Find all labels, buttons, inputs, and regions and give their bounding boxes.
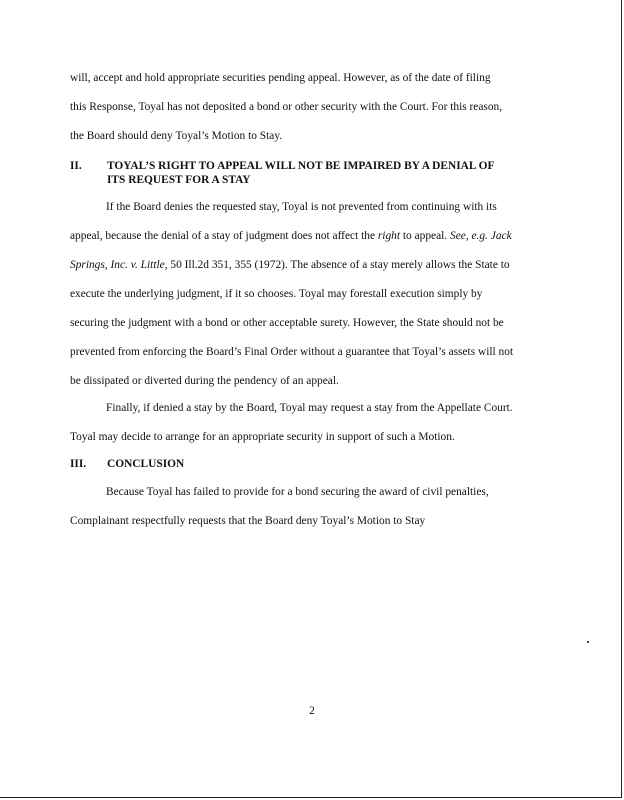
section-number: III. [70, 458, 87, 470]
paragraph-line: Toyal may decide to arrange for an appropriate security in support of such a Motion. [70, 431, 455, 443]
section-title [107, 159, 547, 187]
citation-signal: See, e.g. Jack [450, 230, 512, 242]
page-number: 2 [309, 705, 315, 717]
text-run: appeal, because the denial of a stay of judgment does not affect the [70, 230, 378, 242]
paragraph-line: Because Toyal has failed to provide for a bond securing the award of civil penalties, [106, 486, 489, 498]
paragraph-line [70, 251, 542, 280]
paragraph-line: Finally, if denied a stay by the Board, Toyal may request a stay from the Appellate Court. [106, 402, 513, 414]
paragraph-line: execute the underlying judgment, if it so chooses. Toyal may forestall execution simply by [70, 288, 483, 300]
emphasis-right: right [377, 230, 401, 242]
paragraph-line: be dissipated or diverted during the pendency of an appeal. [70, 375, 339, 387]
section-ii-paragraph-2 [70, 394, 542, 452]
section-ii-paragraph-1 [70, 193, 542, 396]
paragraph-line [70, 222, 542, 251]
section-number: II. [70, 160, 82, 172]
text-run: , 50 Ill.2d 351, 355 (1972). The absence of a stay merely allows the State to [164, 259, 510, 271]
paragraph-line: Complainant respectfully requests that the Board deny Toyal’s Motion to Stay [70, 515, 426, 527]
scan-speck [587, 641, 589, 643]
case-name: Springs, Inc. v. Little [70, 259, 165, 271]
conclusion-paragraph [70, 478, 542, 536]
paragraph-line: securing the judgment with a bond or other acceptable surety. However, the State should not be [70, 317, 504, 329]
paragraph-line: this Response, Toyal has not deposited a bond or other security with the Court. For this reason, [70, 101, 503, 113]
paragraph-line: prevented from enforcing the Board’s Final Order without a guarantee that Toyal’s assets will not [70, 346, 514, 358]
paragraph-line: the Board should deny Toyal’s Motion to Stay. [70, 130, 283, 142]
text-run: to appeal. [400, 230, 450, 242]
section-title-line: ITS REQUEST FOR A STAY [107, 174, 251, 186]
paragraph-line: will, accept and hold appropriate securities pending appeal. However, as of the date of filing [70, 72, 491, 84]
continuation-paragraph [70, 64, 542, 151]
section-title: CONCLUSION [107, 458, 185, 470]
section-title-line: TOYAL’S RIGHT TO APPEAL WILL NOT BE IMPAIRED BY A DENIAL OF [107, 160, 495, 172]
paragraph-line: If the Board denies the requested stay, Toyal is not prevented from continuing with its [106, 201, 497, 213]
